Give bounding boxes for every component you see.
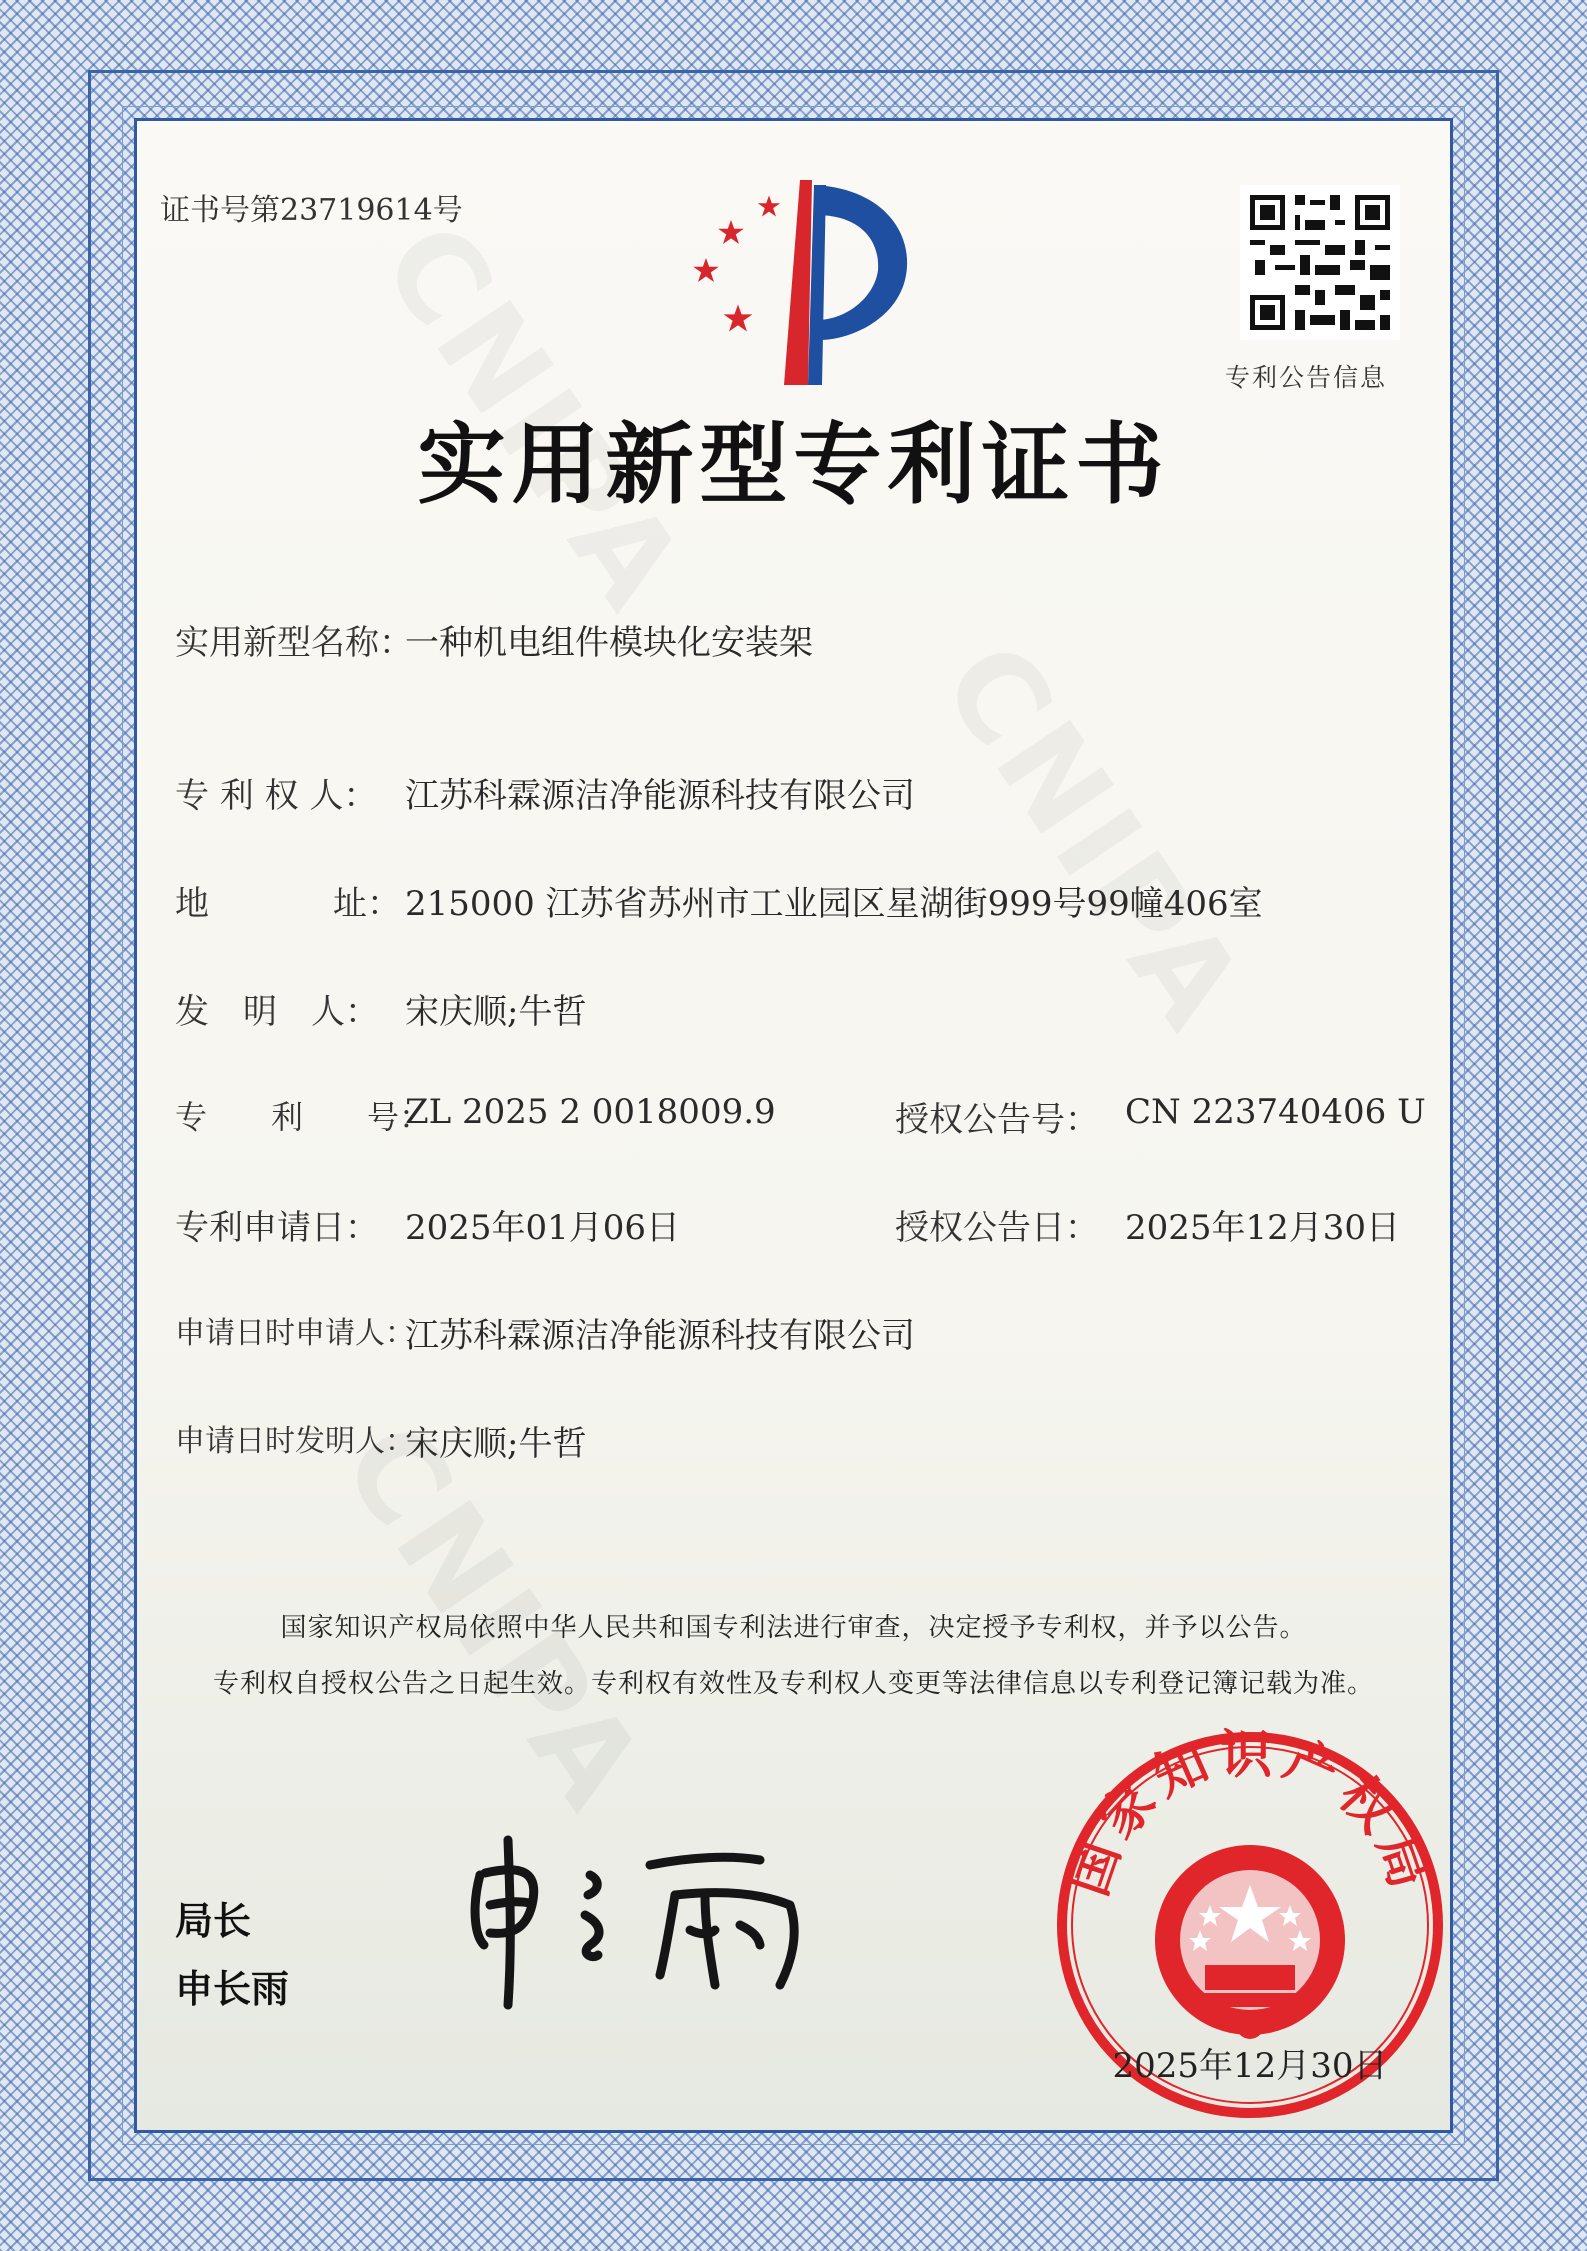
notice-line-1: 国家知识产权局依照中华人民共和国专利法进行审查，决定授予专利权，并予以公告。 xyxy=(280,1613,1307,1643)
applicant-at-filing-value: 江苏科霖源洁净能源科技有限公司 xyxy=(405,1316,915,1356)
grant-publication-date-value: 2025年12月30日 xyxy=(1125,1208,1401,1248)
inventor-value: 宋庆顺;牛哲 xyxy=(405,992,587,1032)
qr-caption: 专利公告信息 xyxy=(1225,363,1388,392)
national-emblem-icon xyxy=(1155,1845,1345,2039)
grant-publication-number-label: 授权公告号： xyxy=(895,1100,1099,1140)
director-signature xyxy=(460,1835,840,2015)
patent-number-label: 专 利 号： xyxy=(175,1098,432,1136)
qr-code-icon xyxy=(1240,185,1400,340)
director-name: 申长雨 xyxy=(175,1967,290,2011)
inventor-label: 发 明 人： xyxy=(175,992,379,1032)
seal-text: 国家知识产权局 xyxy=(1058,1725,1442,1904)
inventor-at-filing-value: 宋庆顺;牛哲 xyxy=(405,1424,587,1464)
applicant-at-filing-label: 申请日时申请人： xyxy=(175,1316,415,1351)
cnipa-emblem-icon xyxy=(680,180,940,390)
application-date-label: 专利申请日： xyxy=(175,1208,379,1248)
utility-model-name-value: 一种机电组件模块化安装架 xyxy=(405,623,813,663)
certificate-title: 实用新型专利证书 xyxy=(417,413,1170,516)
address-label-end: 址： xyxy=(333,884,401,924)
application-date-value: 2025年01月06日 xyxy=(405,1208,681,1248)
patentee-label: 专 利 权 人： xyxy=(175,776,378,816)
certificate-number: 证书号第23719614号 xyxy=(160,193,463,228)
patentee-value: 江苏科霖源洁净能源科技有限公司 xyxy=(405,776,915,816)
address-value: 215000 江苏省苏州市工业园区星湖街999号99幢406室 xyxy=(405,884,1263,924)
inventor-at-filing-label: 申请日时发明人： xyxy=(175,1424,415,1459)
director-title: 局长 xyxy=(175,1899,252,1943)
grant-publication-number-value: CN 223740406 U xyxy=(1125,1092,1426,1132)
grant-publication-date-label: 授权公告日： xyxy=(895,1208,1099,1248)
seal-date: 2025年12月30日 xyxy=(1112,2046,1388,2086)
utility-model-name-label: 实用新型名称： xyxy=(175,623,413,663)
patent-number-value: ZL 2025 2 0018009.9 xyxy=(405,1092,776,1132)
qr-code xyxy=(1240,185,1400,340)
address-label-start: 地 xyxy=(175,884,209,924)
notice-line-2: 专利权自授权公告之日起生效。专利权有效性及专利权人变更等法律信息以专利登记簿记载为准。 xyxy=(212,1669,1374,1699)
